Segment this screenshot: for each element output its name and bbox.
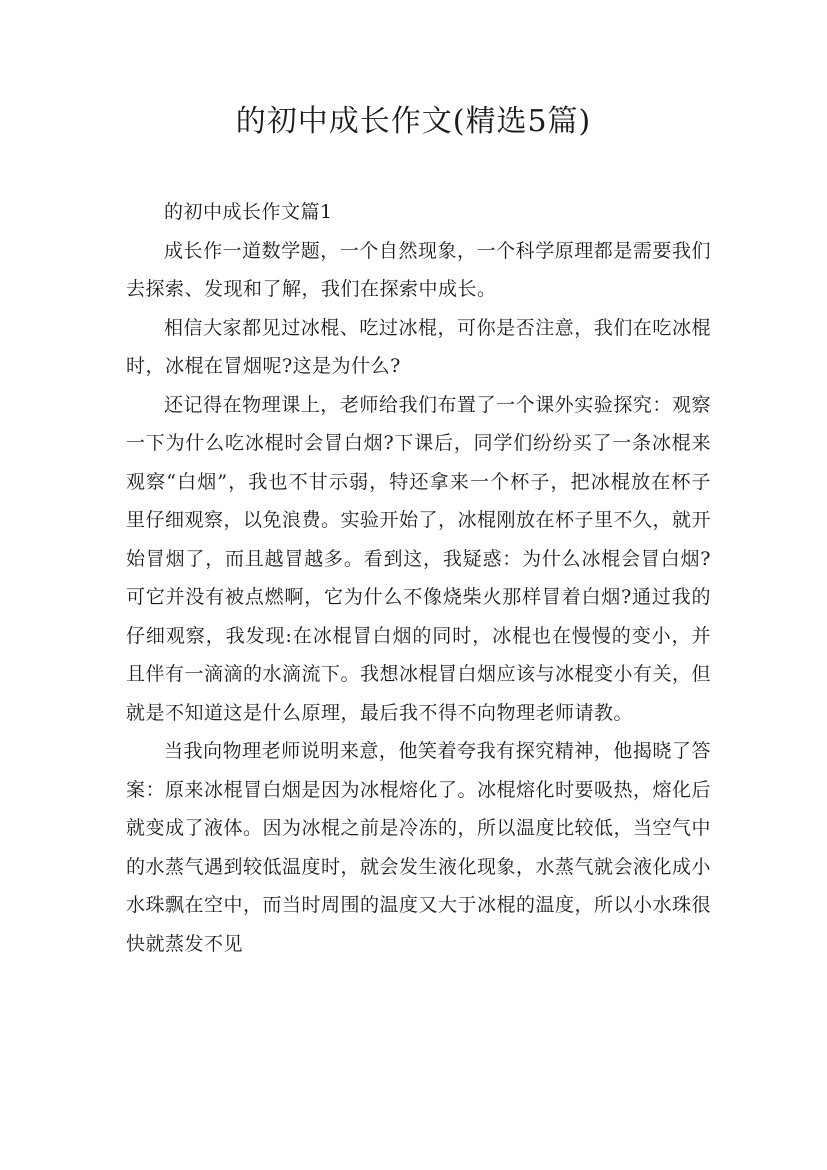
paragraph-3: 还记得在物理课上，老师给我们布置了一个课外实验探究：观察一下为什么吃冰棍时会冒白烟?下课后，同学们纷纷买了一条冰棍来观察“白烟”，我也不甘示弱，特还拿来一个杯子，把冰棍放在杯子里仔细观察，以免浪费。实验开始了，冰棍刚放在杯子里不久，就开始冒烟了，而且越冒越多。看到这，我疑惑：为什么冰棍会冒白烟?可它并没有被点燃啊，它为什么不像烧柴火那样冒着白烟?通过我的仔细观察，我发现:在冰棍冒白烟的同时，冰棍也在慢慢的变小，并且伴有一滴滴的水滴流下。我想冰棍冒白烟应该与冰棍变小有关，但就是不知道这是什么原理，最后我不得不向物理老师请教。 — [126, 393, 712, 724]
document-body — [126, 193, 711, 963]
document-title: 的初中成长作文(精选5篇) — [235, 104, 592, 139]
paragraph-2: 相信大家都见过冰棍、吃过冰棍，可你是否注意，我们在吃冰棍时，冰棍在冒烟呢?这是为什么? — [126, 316, 711, 377]
paragraph-4: 当我向物理老师说明来意，他笑着夸我有探究精神，他揭晓了答案：原来冰棍冒白烟是因为冰棍熔化了。冰棍熔化时要吸热，熔化后就变成了液体。因为冰棍之前是冷冻的，所以温度比较低，当空气中的水蒸气遇到较低温度时，就会发生液化现象，水蒸气就会液化成小水珠飘在空中，而当时周围的温度又大于冰棍的温度，所以小水珠很快就蒸发不见 — [126, 740, 712, 955]
paragraph-1: 成长作一道数学题，一个自然现象，一个科学原理都是需要我们去探索、发现和了解，我们在探索中成长。 — [126, 239, 711, 300]
section-heading: 的初中成长作文篇1 — [164, 201, 333, 223]
